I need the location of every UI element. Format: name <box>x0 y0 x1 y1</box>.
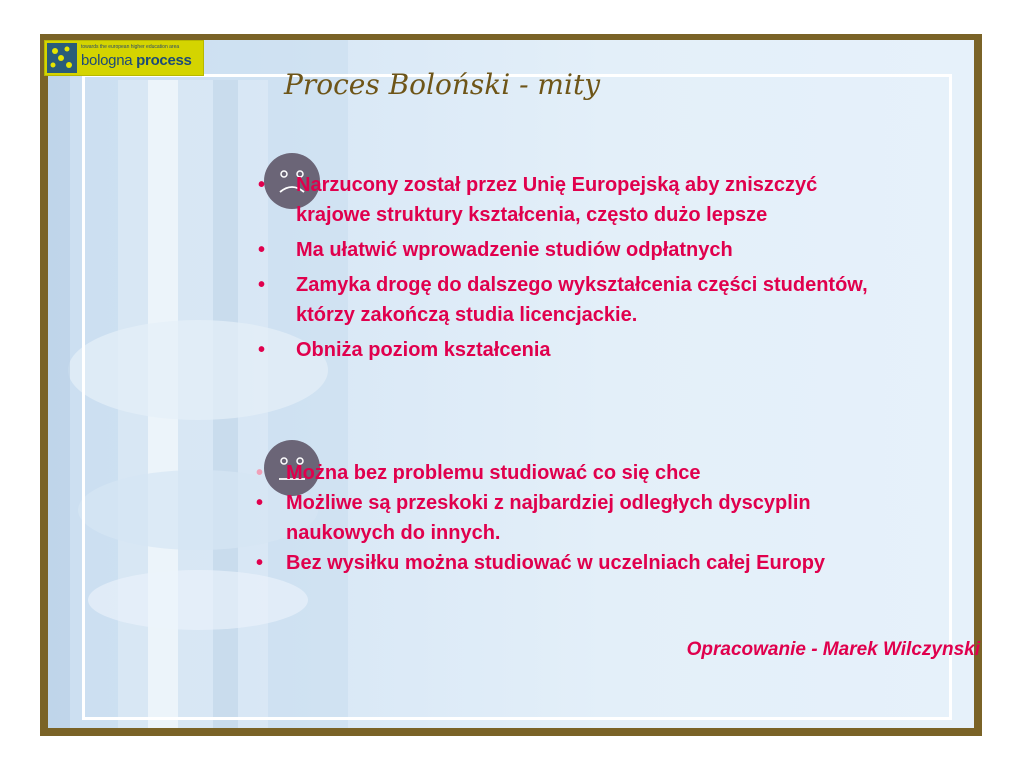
list-item: • Zamyka drogę do dalszego wykształcenia części studentów, którzy zakończą studia licencjackie. <box>256 270 896 330</box>
slide-frame <box>40 34 982 736</box>
bullet: • <box>256 462 264 484</box>
list-item: • Narzucony został przez Unię Europejską aby zniszczyć krajowe struktury kształcenia, często dużo lepsze <box>256 170 896 230</box>
stars-icon <box>47 43 77 73</box>
author-credit: Opracowanie - Marek Wilczynski <box>686 639 980 660</box>
list-item: • Bez wysiłku można studiować w uczelniach całej Europy <box>254 548 894 578</box>
bologna-process-logo <box>44 40 204 76</box>
bullet: • <box>256 552 264 574</box>
slide-background <box>48 40 974 728</box>
neutral-myths-list <box>254 458 894 578</box>
list-item: • Można bez problemu studiować co się chce <box>254 458 894 488</box>
bullet: • <box>258 239 266 261</box>
list-item: • Możliwe są przeskoki z najbardziej odległych dyscyplin naukowych do innych. <box>254 488 894 548</box>
list-item: • Obniża poziom kształcenia <box>256 335 896 365</box>
list-item: • Ma ułatwić wprowadzenie studiów odpłatnych <box>256 235 896 265</box>
negative-myths-list <box>256 170 896 370</box>
bullet: • <box>258 274 266 296</box>
bullet: • <box>258 174 266 196</box>
bullet: • <box>256 492 264 514</box>
slide-title: Proces Boloński - mity <box>284 68 601 101</box>
logo-name: bologna process <box>81 52 192 69</box>
logo-tagline: towards the european higher education area <box>81 44 180 50</box>
bullet: • <box>258 339 266 361</box>
